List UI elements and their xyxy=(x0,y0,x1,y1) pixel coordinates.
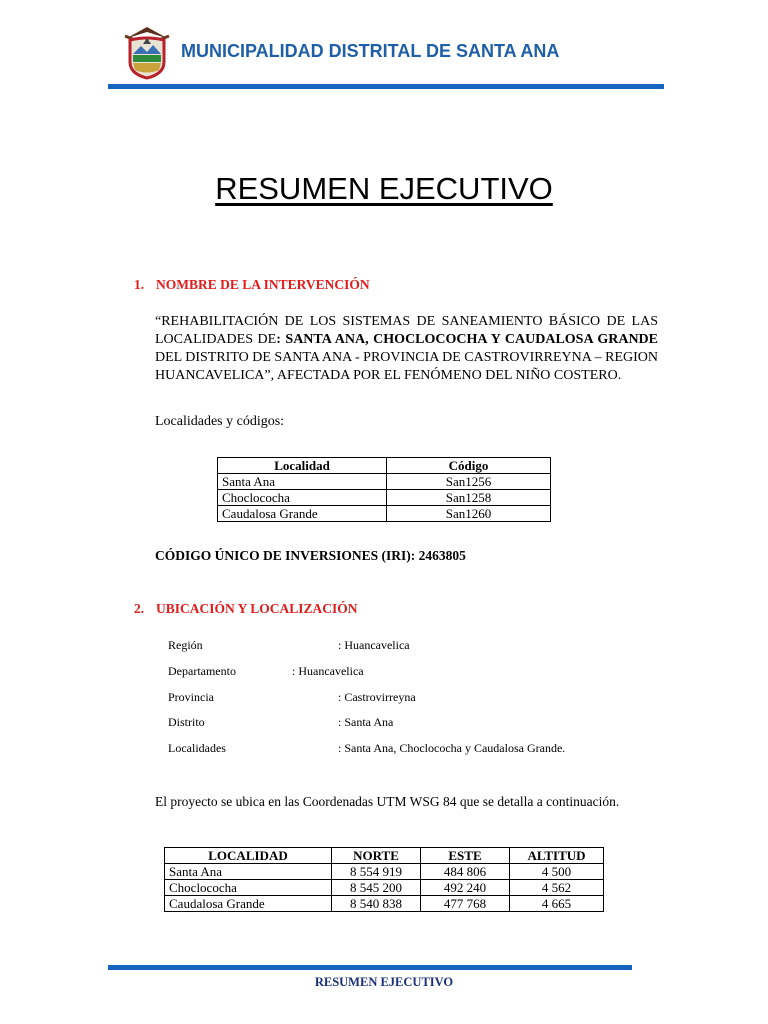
description-text: “REHABILITACIÓN DE LOS SISTEMAS DE SANEAMIENTO BÁSICO DE LAS LOCALIDADES DE xyxy=(155,314,658,347)
table-header-row xyxy=(218,458,551,474)
table-cell: San1256 xyxy=(387,474,551,490)
table-cell: Choclococha xyxy=(218,490,387,506)
table-cell: Santa Ana xyxy=(218,474,387,490)
column-header-este: ESTE xyxy=(421,848,510,864)
table-cell: San1260 xyxy=(387,506,551,522)
section-2-heading xyxy=(134,601,358,617)
table-cell: 8 540 838 xyxy=(332,896,421,912)
municipal-coat-of-arms-icon xyxy=(121,24,173,80)
table-row xyxy=(218,474,551,490)
table-cell: 8 554 919 xyxy=(332,864,421,880)
table-cell: Caudalosa Grande xyxy=(218,506,387,522)
intervention-description xyxy=(155,313,658,385)
table-cell: 8 545 200 xyxy=(332,880,421,896)
table-row xyxy=(218,506,551,522)
location-value-departamento: : Huancavelica xyxy=(292,664,364,678)
localities-codes-table xyxy=(217,457,551,522)
section-1-title: NOMBRE DE LA INTERVENCIÓN xyxy=(156,277,370,292)
table-cell: San1258 xyxy=(387,490,551,506)
column-header-norte: NORTE xyxy=(332,848,421,864)
section-1-heading xyxy=(134,277,370,293)
table-cell: 484 806 xyxy=(421,864,510,880)
location-value-provincia: : Castrovirreyna xyxy=(338,690,416,704)
location-label-provincia: Provincia xyxy=(168,690,214,704)
header-divider xyxy=(108,84,664,89)
location-value-region: : Huancavelica xyxy=(338,638,410,652)
table-cell: Choclococha xyxy=(165,880,332,896)
column-header-localidad: LOCALIDAD xyxy=(165,848,332,864)
section-2-title: UBICACIÓN Y LOCALIZACIÓN xyxy=(156,601,358,616)
table-row xyxy=(218,490,551,506)
description-rest: DEL DISTRITO DE SANTA ANA - PROVINCIA DE CASTROVIRREYNA – REGION HUANCAVELICA”, AFECTADA POR EL FENÓMENO DEL NIÑO COSTERO. xyxy=(155,350,658,383)
column-header-codigo: Código xyxy=(387,458,551,474)
table-cell: 4 665 xyxy=(510,896,604,912)
table-header-row xyxy=(165,848,604,864)
location-label-distrito: Distrito xyxy=(168,715,205,729)
table-row xyxy=(165,896,604,912)
footer-title: RESUMEN EJECUTIVO xyxy=(314,975,454,989)
description-localities: : SANTA ANA, CHOCLOCOCHA Y CAUDALOSA GRANDE xyxy=(276,332,659,347)
location-value-distrito: : Santa Ana xyxy=(338,715,394,729)
location-label-region: Región xyxy=(168,638,203,652)
location-label-localidades: Localidades xyxy=(168,741,226,755)
coordinates-table xyxy=(164,847,604,912)
footer-divider xyxy=(108,965,632,970)
table-cell: 477 768 xyxy=(421,896,510,912)
location-value-localidades: : Santa Ana, Choclococha y Caudalosa Grande. xyxy=(338,741,566,755)
table-cell: 4 562 xyxy=(510,880,604,896)
table-cell: 492 240 xyxy=(421,880,510,896)
investment-code: CÓDIGO ÚNICO DE INVERSIONES (IRI): 2463805 xyxy=(155,548,466,563)
table-cell: 4 500 xyxy=(510,864,604,880)
table-row xyxy=(165,864,604,880)
column-header-altitud: ALTITUD xyxy=(510,848,604,864)
table-cell: Caudalosa Grande xyxy=(165,896,332,912)
localities-intro: Localidades y códigos: xyxy=(155,414,285,429)
document-title xyxy=(0,171,768,207)
section-1-number: 1. xyxy=(134,277,145,292)
organization-name: MUNICIPALIDAD DISTRITAL DE SANTA ANA xyxy=(181,41,560,61)
document-title-text: RESUMEN EJECUTIVO xyxy=(215,171,553,206)
table-row xyxy=(165,880,604,896)
section-2-number: 2. xyxy=(134,601,145,616)
table-cell: Santa Ana xyxy=(165,864,332,880)
column-header-localidad: Localidad xyxy=(218,458,387,474)
coordinates-intro: El proyecto se ubica en las Coordenadas UTM WSG 84 que se detalla a continuación. xyxy=(155,794,620,809)
location-label-departamento: Departamento xyxy=(168,664,236,678)
